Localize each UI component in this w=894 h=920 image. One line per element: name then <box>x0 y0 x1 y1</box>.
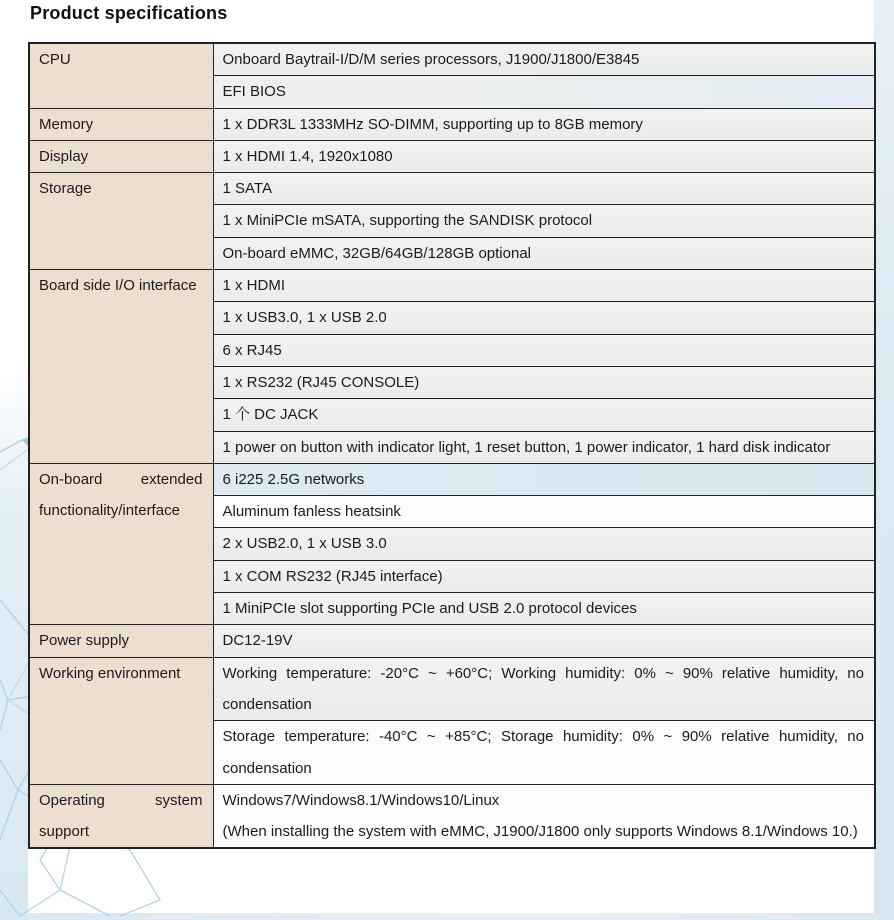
spec-label-storage: Storage <box>29 173 213 270</box>
spec-row-cpu-1 <box>29 43 875 76</box>
spec-value-cpu-processors: Onboard Baytrail-I/D/M series processors, J1900/J1800/E3845 <box>213 43 875 76</box>
spec-row-memory <box>29 108 875 140</box>
spec-value-io-rj45: 6 x RJ45 <box>213 334 875 366</box>
spec-label-power: Power supply <box>29 625 213 657</box>
spec-label-environment: Working environment <box>29 657 213 784</box>
spec-value-io-usb: 1 x USB3.0, 1 x USB 2.0 <box>213 302 875 334</box>
spec-row-io-1 <box>29 270 875 302</box>
spec-value-ext-usb: 2 x USB2.0, 1 x USB 3.0 <box>213 528 875 560</box>
spec-value-io-hdmi: 1 x HDMI <box>213 270 875 302</box>
spec-row-os <box>29 784 875 848</box>
spec-value-storage-emmc: On-board eMMC, 32GB/64GB/128GB optional <box>213 237 875 269</box>
spec-value-display: 1 x HDMI 1.4, 1920x1080 <box>213 140 875 172</box>
spec-value-storage-sata: 1 SATA <box>213 173 875 205</box>
spec-value-ext-com: 1 x COM RS232 (RJ45 interface) <box>213 560 875 592</box>
spec-value-io-rs232: 1 x RS232 (RJ45 CONSOLE) <box>213 366 875 398</box>
spec-value-power: DC12-19V <box>213 625 875 657</box>
spec-label-display: Display <box>29 140 213 172</box>
spec-table <box>28 42 876 849</box>
spec-value-cpu-bios: EFI BIOS <box>213 76 875 108</box>
spec-value-storage-msata: 1 x MiniPCIe mSATA, supporting the SANDISK protocol <box>213 205 875 237</box>
os-note-text: (When installing the system with eMMC, J1900/J1800 only supports Windows 8.1/Windows 10.) <box>222 823 858 841</box>
spec-row-power <box>29 625 875 657</box>
spec-row-env-1 <box>29 657 875 721</box>
spec-row-display <box>29 140 875 172</box>
spec-label-io: Board side I/O interface <box>29 270 213 464</box>
os-list-text: Windows7/Windows8.1/Windows10/Linux <box>222 791 500 809</box>
spec-value-ext-heatsink: Aluminum fanless heatsink <box>213 496 875 528</box>
spec-value-env-storage: Storage temperature: -40°C ~ +85°C; Storage humidity: 0% ~ 90% relative humidity, no condensation <box>213 721 875 785</box>
spec-value-ext-minipcie: 1 MiniPCIe slot supporting PCIe and USB 2.0 protocol devices <box>213 593 875 625</box>
spec-value-ext-networks: 6 i225 2.5G networks <box>213 463 875 495</box>
spec-row-storage-1 <box>29 173 875 205</box>
spec-label-memory: Memory <box>29 108 213 140</box>
spec-value-env-working: Working temperature: -20°C ~ +60°C; Working humidity: 0% ~ 90% relative humidity, no condensation <box>213 657 875 721</box>
spec-value-memory: 1 x DDR3L 1333MHz SO-DIMM, supporting up to 8GB memory <box>213 108 875 140</box>
spec-value-io-buttons: 1 power on button with indicator light, 1 reset button, 1 power indicator, 1 hard disk indicator <box>213 431 875 463</box>
spec-label-extended: On-board extended functionality/interface <box>29 463 213 624</box>
spec-value-io-dcjack: 1 个 DC JACK <box>213 399 875 431</box>
page-title: Product specifications <box>30 3 228 23</box>
spec-value-os <box>213 784 875 848</box>
spec-row-ext-1 <box>29 463 875 495</box>
background-band-right <box>874 0 894 920</box>
spec-label-cpu: CPU <box>29 43 213 108</box>
spec-label-os: Operating system support <box>29 784 213 848</box>
